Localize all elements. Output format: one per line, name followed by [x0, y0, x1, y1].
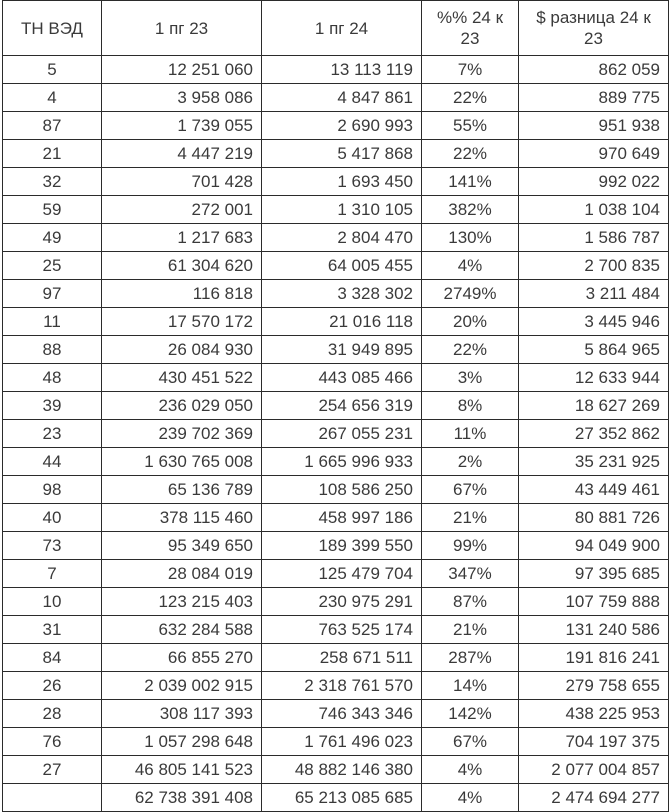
table-row — [3, 448, 669, 476]
header-usd-diff[interactable]: $ разница 24 к 23 — [519, 1, 669, 56]
table-row — [3, 336, 669, 364]
table-row — [3, 560, 669, 588]
cell-pct-change[interactable]: 67% — [422, 728, 519, 756]
cell-tn-ved[interactable]: 97 — [3, 280, 102, 308]
cell-usd-diff[interactable]: 438 225 953 — [519, 700, 669, 728]
cell-usd-diff[interactable]: 18 627 269 — [519, 392, 669, 420]
cell-h1-24[interactable]: 2 804 470 — [262, 224, 422, 252]
cell-tn-ved[interactable]: 26 — [3, 672, 102, 700]
cell-h1-23[interactable]: 46 805 141 523 — [102, 756, 262, 784]
cell-pct-change[interactable]: 2% — [422, 448, 519, 476]
cell-h1-24[interactable]: 746 343 346 — [262, 700, 422, 728]
cell-usd-diff[interactable]: 3 445 946 — [519, 308, 669, 336]
table-row — [3, 588, 669, 616]
cell-usd-diff[interactable]: 80 881 726 — [519, 504, 669, 532]
table-row — [3, 84, 669, 112]
cell-tn-ved[interactable]: 40 — [3, 504, 102, 532]
table-row — [3, 420, 669, 448]
cell-h1-23[interactable]: 236 029 050 — [102, 392, 262, 420]
cell-tn-ved[interactable]: 73 — [3, 532, 102, 560]
table-row — [3, 476, 669, 504]
table-row — [3, 168, 669, 196]
cell-pct-change[interactable]: 67% — [422, 476, 519, 504]
cell-pct-change[interactable]: 347% — [422, 560, 519, 588]
cell-h1-23[interactable]: 26 084 930 — [102, 336, 262, 364]
cell-h1-24[interactable]: 48 882 146 380 — [262, 756, 422, 784]
cell-h1-23[interactable]: 12 251 060 — [102, 56, 262, 84]
table-row — [3, 364, 669, 392]
cell-usd-diff[interactable]: 862 059 — [519, 56, 669, 84]
cell-tn-ved[interactable]: 44 — [3, 448, 102, 476]
cell-pct-change[interactable]: 7% — [422, 56, 519, 84]
cell-usd-diff[interactable]: 35 231 925 — [519, 448, 669, 476]
cell-usd-diff[interactable]: 2 700 835 — [519, 252, 669, 280]
total-row — [3, 784, 669, 812]
cell-tn-ved[interactable]: 76 — [3, 728, 102, 756]
header-row — [3, 1, 669, 56]
cell-tn-ved[interactable]: 5 — [3, 56, 102, 84]
cell-tn-ved[interactable]: 25 — [3, 252, 102, 280]
table-row — [3, 252, 669, 280]
cell-usd-diff[interactable]: 131 240 586 — [519, 616, 669, 644]
cell-usd-diff[interactable]: 12 633 944 — [519, 364, 669, 392]
cell-pct-change[interactable]: 14% — [422, 672, 519, 700]
cell-h1-24[interactable]: 108 586 250 — [262, 476, 422, 504]
cell-tn-ved[interactable]: 21 — [3, 140, 102, 168]
cell-usd-diff[interactable]: 889 775 — [519, 84, 669, 112]
cell-tn-ved[interactable]: 31 — [3, 616, 102, 644]
cell-tn-ved[interactable]: 59 — [3, 196, 102, 224]
table-row — [3, 140, 669, 168]
cell-h1-23[interactable]: 123 215 403 — [102, 588, 262, 616]
cell-pct-change[interactable]: 4% — [422, 756, 519, 784]
cell-h1-24[interactable]: 1 693 450 — [262, 168, 422, 196]
table-row — [3, 308, 669, 336]
cell-h1-23[interactable]: 1 739 055 — [102, 112, 262, 140]
cell-h1-24[interactable]: 21 016 118 — [262, 308, 422, 336]
table-row — [3, 700, 669, 728]
cell-tn-ved[interactable]: 11 — [3, 308, 102, 336]
cell-h1-24[interactable]: 763 525 174 — [262, 616, 422, 644]
cell-h1-23[interactable]: 62 738 391 408 — [102, 784, 262, 812]
cell-usd-diff[interactable]: 43 449 461 — [519, 476, 669, 504]
cell-pct-change[interactable]: 22% — [422, 336, 519, 364]
table-row — [3, 196, 669, 224]
cell-h1-24[interactable]: 4 847 861 — [262, 84, 422, 112]
table-row — [3, 392, 669, 420]
table-row — [3, 616, 669, 644]
cell-h1-23[interactable]: 1 057 298 648 — [102, 728, 262, 756]
cell-h1-23[interactable]: 2 039 002 915 — [102, 672, 262, 700]
cell-usd-diff[interactable]: 107 759 888 — [519, 588, 669, 616]
cell-h1-24[interactable]: 13 113 119 — [262, 56, 422, 84]
cell-pct-change[interactable]: 382% — [422, 196, 519, 224]
cell-pct-change[interactable]: 130% — [422, 224, 519, 252]
cell-usd-diff[interactable]: 191 816 241 — [519, 644, 669, 672]
cell-pct-change[interactable]: 22% — [422, 140, 519, 168]
cell-pct-change[interactable]: 2749% — [422, 280, 519, 308]
header-h1-23[interactable]: 1 пг 23 — [102, 1, 262, 56]
cell-usd-diff[interactable]: 27 352 862 — [519, 420, 669, 448]
cell-tn-ved[interactable]: 88 — [3, 336, 102, 364]
cell-usd-diff[interactable]: 970 649 — [519, 140, 669, 168]
cell-pct-change[interactable]: 4% — [422, 784, 519, 812]
cell-usd-diff[interactable]: 992 022 — [519, 168, 669, 196]
cell-pct-change[interactable]: 22% — [422, 84, 519, 112]
cell-h1-24[interactable]: 1 665 996 933 — [262, 448, 422, 476]
cell-tn-ved[interactable]: 27 — [3, 756, 102, 784]
table-body — [3, 56, 669, 812]
cell-h1-23[interactable]: 61 304 620 — [102, 252, 262, 280]
cell-h1-24[interactable]: 443 085 466 — [262, 364, 422, 392]
table-row — [3, 280, 669, 308]
cell-h1-23[interactable]: 632 284 588 — [102, 616, 262, 644]
cell-h1-24[interactable]: 2 690 993 — [262, 112, 422, 140]
cell-tn-ved[interactable]: 87 — [3, 112, 102, 140]
table-row — [3, 112, 669, 140]
table-row — [3, 224, 669, 252]
cell-h1-24[interactable]: 64 005 455 — [262, 252, 422, 280]
cell-h1-23[interactable]: 272 001 — [102, 196, 262, 224]
table-row — [3, 532, 669, 560]
cell-usd-diff[interactable]: 94 049 900 — [519, 532, 669, 560]
cell-h1-23[interactable]: 65 136 789 — [102, 476, 262, 504]
cell-h1-23[interactable]: 308 117 393 — [102, 700, 262, 728]
cell-h1-24[interactable]: 258 671 511 — [262, 644, 422, 672]
cell-usd-diff[interactable]: 279 758 655 — [519, 672, 669, 700]
cell-tn-ved[interactable]: 98 — [3, 476, 102, 504]
table-row — [3, 56, 669, 84]
cell-h1-23[interactable]: 66 855 270 — [102, 644, 262, 672]
cell-h1-24[interactable]: 458 997 186 — [262, 504, 422, 532]
cell-tn-ved[interactable]: 28 — [3, 700, 102, 728]
cell-h1-23[interactable]: 239 702 369 — [102, 420, 262, 448]
cell-h1-23[interactable]: 1 217 683 — [102, 224, 262, 252]
cell-h1-24[interactable]: 267 055 231 — [262, 420, 422, 448]
cell-usd-diff[interactable]: 2 474 694 277 — [519, 784, 669, 812]
cell-h1-24[interactable]: 125 479 704 — [262, 560, 422, 588]
cell-h1-24[interactable]: 254 656 319 — [262, 392, 422, 420]
cell-tn-ved[interactable]: 23 — [3, 420, 102, 448]
cell-tn-ved[interactable]: 32 — [3, 168, 102, 196]
cell-h1-24[interactable]: 189 399 550 — [262, 532, 422, 560]
cell-h1-24[interactable]: 3 328 302 — [262, 280, 422, 308]
cell-tn-ved[interactable]: 48 — [3, 364, 102, 392]
cell-pct-change[interactable]: 142% — [422, 700, 519, 728]
cell-h1-23[interactable]: 17 570 172 — [102, 308, 262, 336]
cell-h1-23[interactable]: 4 447 219 — [102, 140, 262, 168]
cell-pct-change[interactable]: 87% — [422, 588, 519, 616]
cell-pct-change[interactable]: 21% — [422, 616, 519, 644]
cell-h1-24[interactable]: 65 213 085 685 — [262, 784, 422, 812]
cell-h1-23[interactable]: 3 958 086 — [102, 84, 262, 112]
cell-h1-23[interactable]: 116 818 — [102, 280, 262, 308]
data-table — [2, 0, 669, 812]
cell-pct-change[interactable]: 8% — [422, 392, 519, 420]
cell-tn-ved[interactable]: 39 — [3, 392, 102, 420]
cell-h1-24[interactable]: 2 318 761 570 — [262, 672, 422, 700]
cell-pct-change[interactable]: 287% — [422, 644, 519, 672]
cell-h1-23[interactable]: 701 428 — [102, 168, 262, 196]
table-row — [3, 756, 669, 784]
cell-usd-diff[interactable]: 1 038 104 — [519, 196, 669, 224]
cell-tn-ved[interactable]: 7 — [3, 560, 102, 588]
cell-h1-23[interactable]: 28 084 019 — [102, 560, 262, 588]
cell-tn-ved[interactable] — [3, 784, 102, 812]
table-row — [3, 504, 669, 532]
header-tn-ved[interactable]: ТН ВЭД — [3, 1, 102, 56]
cell-pct-change[interactable]: 4% — [422, 252, 519, 280]
cell-tn-ved[interactable]: 84 — [3, 644, 102, 672]
cell-h1-24[interactable]: 1 310 105 — [262, 196, 422, 224]
cell-h1-23[interactable]: 1 630 765 008 — [102, 448, 262, 476]
cell-usd-diff[interactable]: 97 395 685 — [519, 560, 669, 588]
cell-h1-23[interactable]: 95 349 650 — [102, 532, 262, 560]
header-h1-24[interactable]: 1 пг 24 — [262, 1, 422, 56]
cell-pct-change[interactable]: 21% — [422, 504, 519, 532]
cell-pct-change[interactable]: 99% — [422, 532, 519, 560]
cell-h1-24[interactable]: 5 417 868 — [262, 140, 422, 168]
cell-h1-24[interactable]: 1 761 496 023 — [262, 728, 422, 756]
cell-h1-23[interactable]: 378 115 460 — [102, 504, 262, 532]
cell-pct-change[interactable]: 3% — [422, 364, 519, 392]
cell-usd-diff[interactable]: 951 938 — [519, 112, 669, 140]
cell-tn-ved[interactable]: 10 — [3, 588, 102, 616]
cell-pct-change[interactable]: 20% — [422, 308, 519, 336]
header-pct-change[interactable]: %% 24 к 23 — [422, 1, 519, 56]
cell-h1-24[interactable]: 230 975 291 — [262, 588, 422, 616]
cell-usd-diff[interactable]: 3 211 484 — [519, 280, 669, 308]
cell-usd-diff[interactable]: 2 077 004 857 — [519, 756, 669, 784]
cell-pct-change[interactable]: 11% — [422, 420, 519, 448]
cell-pct-change[interactable]: 141% — [422, 168, 519, 196]
cell-usd-diff[interactable]: 1 586 787 — [519, 224, 669, 252]
cell-h1-24[interactable]: 31 949 895 — [262, 336, 422, 364]
cell-usd-diff[interactable]: 5 864 965 — [519, 336, 669, 364]
cell-tn-ved[interactable]: 49 — [3, 224, 102, 252]
cell-pct-change[interactable]: 55% — [422, 112, 519, 140]
table-row — [3, 644, 669, 672]
table-row — [3, 728, 669, 756]
cell-usd-diff[interactable]: 704 197 375 — [519, 728, 669, 756]
cell-tn-ved[interactable]: 4 — [3, 84, 102, 112]
table-row — [3, 672, 669, 700]
cell-h1-23[interactable]: 430 451 522 — [102, 364, 262, 392]
